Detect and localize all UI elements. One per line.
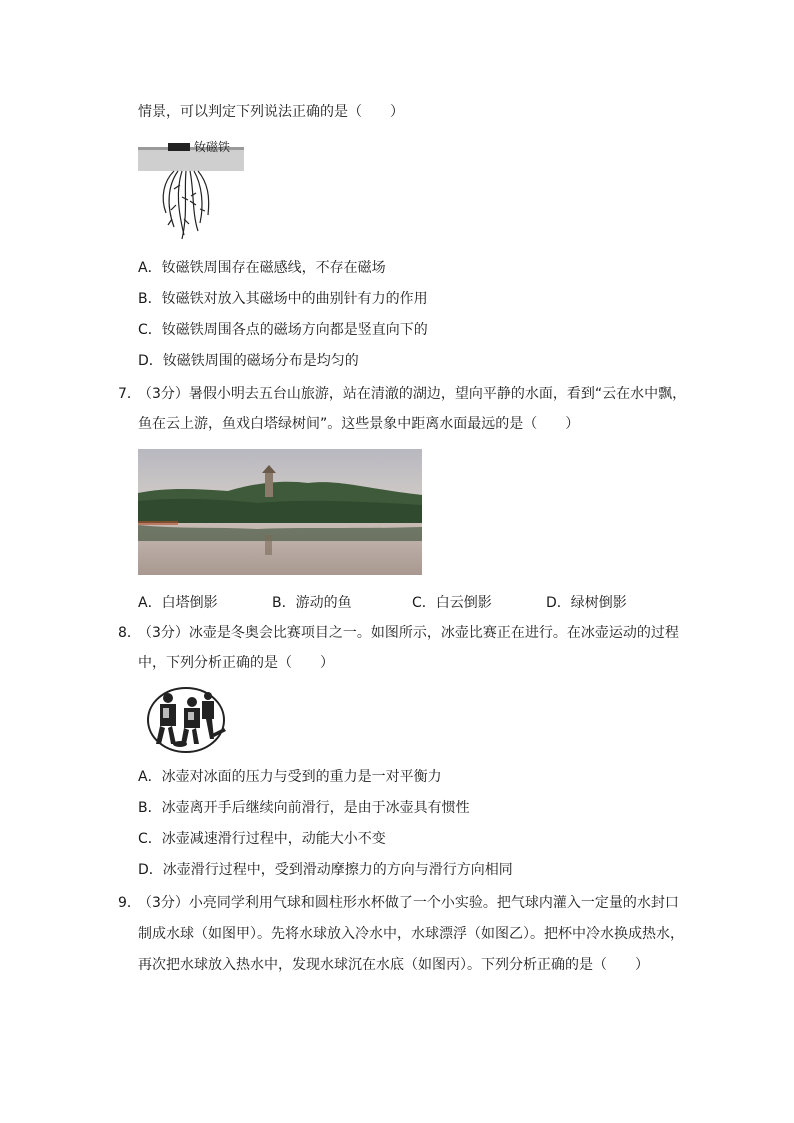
q6-magnet-figure <box>138 135 248 245</box>
q9-stem-line1: （3分）小亮同学利用气球和圆柱形水杯做了一个小实验。把气球内灌入一定量的水封口 <box>138 895 679 911</box>
q7-option-a: A．白塔倒影 <box>138 595 218 611</box>
q8-curling-photo <box>146 684 228 754</box>
q6-option-a: A．钕磁铁周围存在磁感线，不存在磁场 <box>138 260 386 276</box>
q8-number: 8． <box>118 625 141 641</box>
q6-option-b: B．钕磁铁对放入其磁场中的曲别针有力的作用 <box>138 291 428 307</box>
q6-option-c: C．钕磁铁周围各点的磁场方向都是竖直向下的 <box>138 322 428 338</box>
q6-stem-tail: 情景，可以判定下列说法正确的是（ ） <box>138 104 404 120</box>
q8-option-d: D．冰壶滑行过程中，受到滑动摩擦力的方向与滑行方向相同 <box>138 862 513 878</box>
q7-number: 7． <box>118 386 141 402</box>
q8-option-c: C．冰壶减速滑行过程中，动能大小不变 <box>138 831 386 847</box>
q7-options-row <box>138 592 658 612</box>
q7-option-b: B．游动的鱼 <box>272 595 352 611</box>
q6-figure-label: 钕磁铁 <box>194 140 231 154</box>
q9-stem-line2: 制成水球（如图甲）。先将水球放入冷水中，水球漂浮（如图乙）。把杯中冷水换成热水， <box>138 926 684 942</box>
q7-lake-photo <box>138 449 422 575</box>
q8-option-b: B．冰壶离开手后继续向前滑行，是由于冰壶具有惯性 <box>138 800 470 816</box>
q8-stem-line2: 中，下列分析正确的是（ ） <box>138 655 334 671</box>
q7-stem-line1: （3分）暑假小明去五台山旅游，站在清澈的湖边，望向平静的水面，看到“云在水中飘， <box>138 386 687 402</box>
q7-option-d: D．绿树倒影 <box>546 595 627 611</box>
q8-stem-line1: （3分）冰壶是冬奥会比赛项目之一。如图所示，冰壶比赛正在进行。在冰壶运动的过程 <box>138 625 679 641</box>
q8-option-a: A．冰壶对冰面的压力与受到的重力是一对平衡力 <box>138 769 442 785</box>
q7-stem-line2: 鱼在云上游，鱼戏白塔绿树间”。这些景象中距离水面最远的是（ ） <box>138 416 580 432</box>
q9-stem-line3: 再次把水球放入热水中，发现水球沉在水底（如图丙）。下列分析正确的是（ ） <box>138 957 649 973</box>
q9-number: 9． <box>118 895 141 911</box>
q7-option-c: C．白云倒影 <box>412 595 492 611</box>
q6-option-d: D．钕磁铁周围的磁场分布是均匀的 <box>138 353 359 369</box>
